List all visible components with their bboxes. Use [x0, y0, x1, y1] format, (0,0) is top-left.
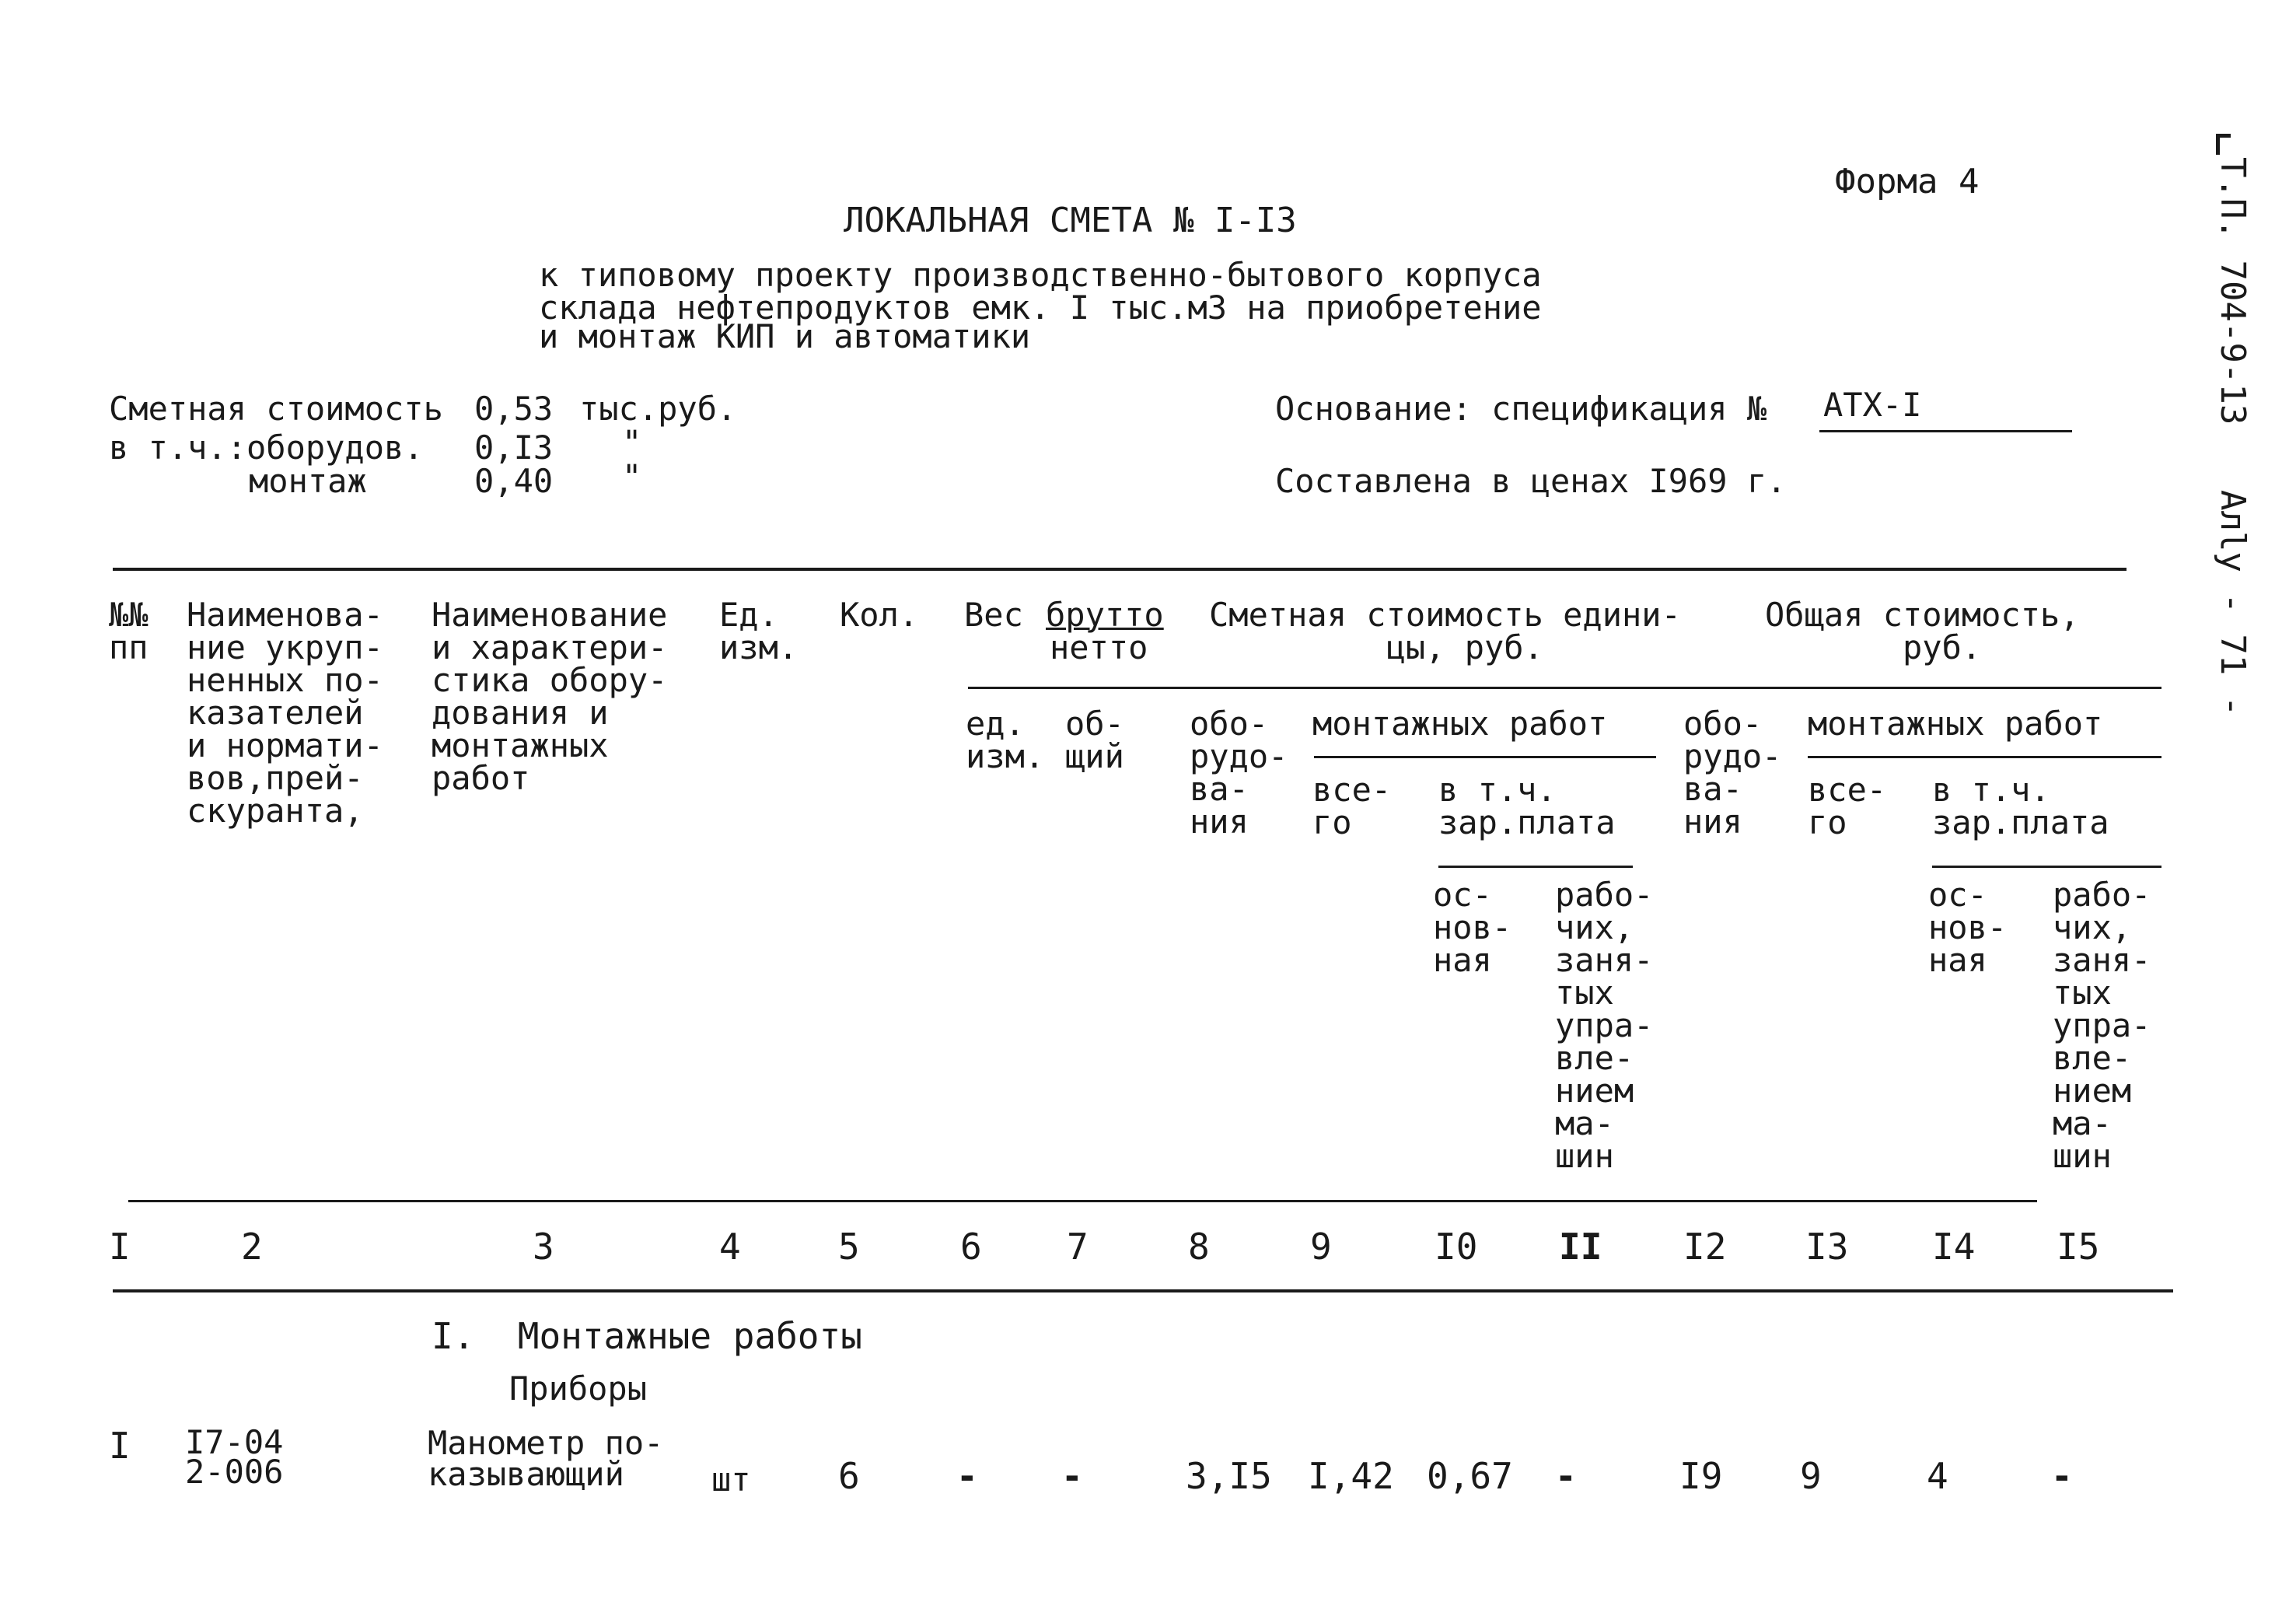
col-number-6: 6 — [960, 1226, 982, 1268]
header-unit-cost: Сметная стоимость едини- цы, руб. — [1209, 596, 1681, 666]
col-number-5: 5 — [838, 1226, 860, 1268]
summary-cost-unit: тыс.руб. — [579, 390, 737, 428]
col-number-2: 2 — [241, 1226, 263, 1268]
row-unit: шт — [711, 1460, 751, 1499]
summary-ditto-2: " — [622, 457, 642, 495]
corner-mark — [2216, 134, 2231, 155]
summary-equip-label: в т.ч.:оборудов. — [109, 428, 424, 467]
section-title: I. Монтажные работы — [432, 1315, 862, 1357]
row-item-name: Манометр по- казывающий — [428, 1424, 664, 1493]
row-unit-workers: - — [1555, 1455, 1577, 1497]
header-unit-workers: рабо- чих, заня- тых упра- вле- нием ма- шин — [1555, 876, 1654, 1175]
row-total-equip: I9 — [1679, 1455, 1723, 1497]
side-album: Алlу - 71 - — [2213, 490, 2252, 717]
header-norm-code: Наименова- ние укруп- ненных по- казателей и нормати- вов,прей- скуранта, — [187, 596, 383, 830]
col-number-9: 9 — [1310, 1226, 1332, 1268]
header-unit-incl-wage: в т.ч. зар.плата — [1438, 771, 1616, 841]
row-weight-total: - — [1061, 1455, 1083, 1497]
header-total-install: монтажных работ — [1808, 705, 2103, 743]
header-weight-unit: ед. изм. — [966, 705, 1045, 775]
row-unit-basic: 0,67 — [1427, 1455, 1513, 1497]
prices-text: Составлена в ценах I969 г. — [1275, 462, 1787, 500]
header-unit-basic: ос- нов- ная — [1433, 876, 1512, 979]
row-unit-equip: 3,I5 — [1186, 1455, 1272, 1497]
header-weight: Вес — [964, 596, 1023, 634]
basis-value: АТХ-I — [1823, 386, 1922, 424]
header-rule-total-install — [1808, 756, 2161, 758]
col-number-7: 7 — [1067, 1226, 1089, 1268]
col-number-1: I — [109, 1226, 131, 1268]
row-total-install: 9 — [1800, 1455, 1822, 1497]
col-number-15: I5 — [2057, 1226, 2100, 1268]
subtitle-line-1: к типовому проекту производственно-бытового корпуса — [539, 256, 1542, 294]
header-rule-upper — [968, 687, 2161, 689]
header-total-basic: ос- нов- ная — [1928, 876, 2008, 979]
table-top-rule — [113, 568, 2127, 571]
summary-cost-label: Сметная стоимость — [109, 390, 443, 428]
col-number-14: I4 — [1932, 1226, 1976, 1268]
row-weight-unit: - — [956, 1455, 978, 1497]
header-unit-equip: обо- рудо- ва- ния — [1190, 705, 1288, 841]
row-total-basic: 4 — [1927, 1455, 1948, 1497]
side-code: Т.П. 704-9-13 — [2213, 157, 2252, 425]
summary-ditto-1: " — [622, 423, 642, 461]
header-total-workers: рабо- чих, заня- тых упра- вле- нием ма- шин — [2053, 876, 2151, 1175]
col-numbers-rule — [113, 1289, 2173, 1292]
header-rule-total-wage — [1932, 866, 2161, 868]
row-total-workers: - — [2051, 1455, 2073, 1497]
row-unit-install: I,42 — [1308, 1455, 1394, 1497]
col-number-3: 3 — [533, 1226, 554, 1268]
summary-equip-value: 0,I3 — [474, 428, 554, 467]
summary-cost-value: 0,53 — [474, 390, 554, 428]
header-quantity: Кол. — [840, 596, 919, 634]
basis-label: Основание: спецификация № — [1275, 390, 1767, 428]
header-rule-unit-install — [1314, 756, 1656, 758]
header-total-equip: обо- рудо- ва- ния — [1683, 705, 1782, 841]
summary-install-value: 0,40 — [474, 462, 554, 500]
col-number-10: I0 — [1435, 1226, 1478, 1268]
header-item-name: Наименование и характери- стика обору- дования и монтажных работ — [432, 596, 668, 797]
col-number-11: II — [1559, 1226, 1602, 1268]
col-number-8: 8 — [1188, 1226, 1210, 1268]
header-rule-unit-wage — [1438, 866, 1633, 868]
header-total-incl-wage: в т.ч. зар.плата — [1932, 771, 2109, 841]
header-bottom-rule — [128, 1200, 2037, 1202]
row-number: I — [109, 1425, 131, 1467]
header-weight-netto: нетто — [1050, 628, 1148, 666]
col-number-12: I2 — [1683, 1226, 1727, 1268]
header-unit-install: монтажных работ — [1312, 705, 1608, 743]
basis-underline — [1819, 430, 2072, 432]
section-subtitle: Приборы — [509, 1369, 648, 1408]
subtitle-line-2: склада нефтепродуктов емк. I тыс.м3 на приобретение — [539, 289, 1542, 327]
summary-install-label: монтаж — [249, 462, 367, 500]
header-weight-total: об- щий — [1065, 705, 1124, 775]
subtitle-line-3: и монтаж КИП и автоматики — [539, 317, 1031, 355]
header-row-number: №№ пп — [109, 596, 149, 666]
header-weight-brutto: брутто — [1046, 596, 1164, 634]
col-number-13: I3 — [1805, 1226, 1849, 1268]
row-norm-code: I7-04 2-006 — [185, 1423, 284, 1491]
header-unit-install-all: все- го — [1312, 771, 1392, 841]
header-unit: Ед. изм. — [719, 596, 799, 666]
header-total-install-all: все- го — [1808, 771, 1887, 841]
header-total-cost: Общая стоимость, руб. — [1765, 596, 2080, 666]
form-label: Форма 4 — [1835, 162, 1980, 201]
document-title: ЛОКАЛЬНАЯ СМЕТА № I-I3 — [844, 201, 1297, 240]
row-qty: 6 — [838, 1455, 860, 1497]
col-number-4: 4 — [719, 1226, 741, 1268]
